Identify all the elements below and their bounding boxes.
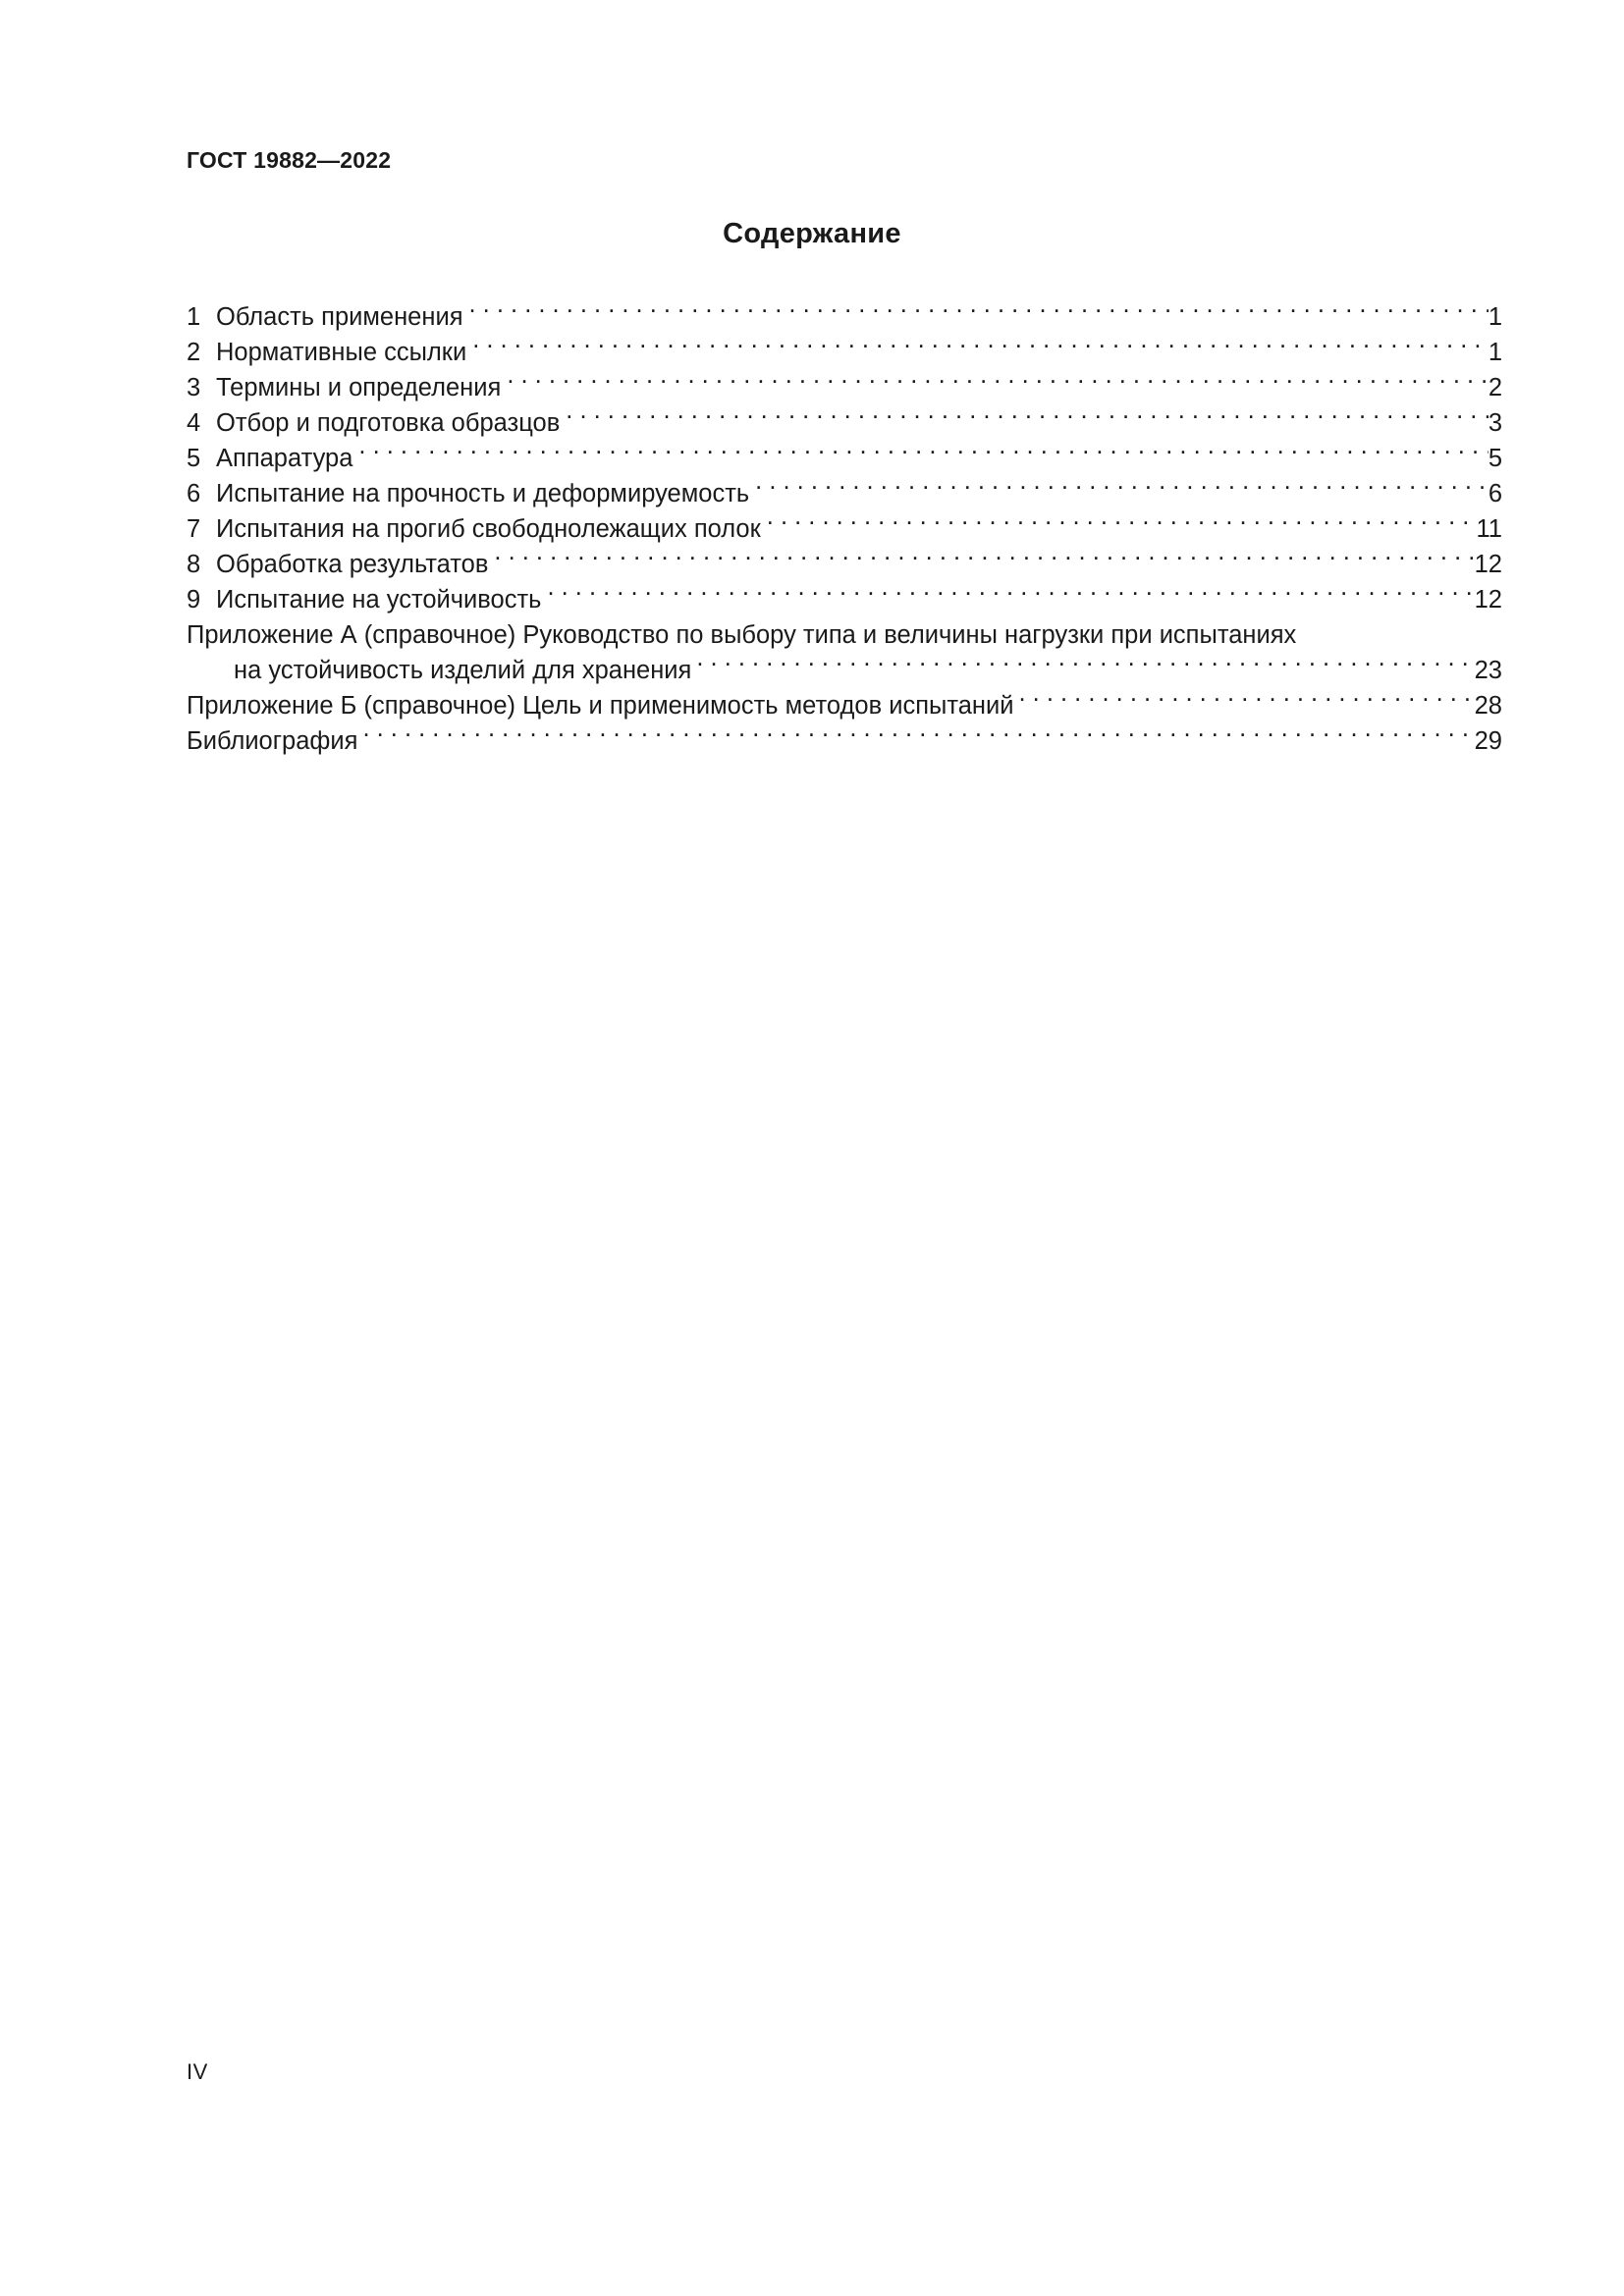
running-header: ГОСТ 19882—2022 — [187, 147, 392, 173]
dot-leader — [755, 466, 1489, 502]
dot-leader — [362, 714, 1474, 749]
toc-entry-page: 11 — [1476, 515, 1502, 543]
toc-entry-number: 8 — [187, 551, 201, 578]
toc-entry-bibliography[interactable] — [187, 714, 1502, 755]
toc-entry-label: Испытания на прогиб свободнолежащих полок — [216, 515, 761, 543]
dot-leader — [507, 360, 1489, 396]
dot-leader — [1018, 678, 1474, 714]
toc-entry-page: 1 — [1488, 303, 1502, 331]
toc-entry-label: Аппаратура — [216, 445, 353, 472]
dot-leader — [358, 431, 1488, 466]
toc-entry-label: Обработка результатов — [216, 551, 489, 578]
toc-entry-label: Термины и определения — [216, 374, 502, 401]
toc-entry-number: 6 — [187, 480, 201, 507]
toc-entry-page: 12 — [1474, 551, 1502, 578]
toc-entry-label: Область применения — [216, 303, 463, 331]
dot-leader — [472, 325, 1489, 360]
dot-leader — [696, 643, 1474, 678]
toc-entry-number: 4 — [187, 409, 201, 437]
toc-entry-number: 5 — [187, 445, 201, 472]
toc-entry[interactable] — [187, 290, 1502, 331]
toc-entry-label: Нормативные ссылки — [216, 339, 467, 366]
toc-entry-label: Библиография — [187, 727, 358, 755]
toc-entry-page: 28 — [1474, 692, 1502, 720]
dot-leader — [767, 502, 1477, 537]
toc-entry-page: 12 — [1474, 586, 1502, 614]
toc-entry[interactable] — [187, 466, 1502, 507]
dot-leader — [1301, 608, 1502, 643]
dot-leader — [566, 396, 1489, 431]
toc-entry-label: на устойчивость изделий для хранения — [234, 657, 692, 684]
toc-entry-page: 6 — [1488, 480, 1502, 507]
toc-entry-number: 7 — [187, 515, 201, 543]
toc-entry-number: 2 — [187, 339, 201, 366]
page-folio: IV — [187, 2059, 208, 2084]
toc-entry-number: 3 — [187, 374, 201, 401]
table-of-contents — [187, 290, 1502, 755]
dot-leader — [547, 572, 1474, 608]
toc-entry-number: 1 — [187, 303, 201, 331]
toc-entry-label: Приложение А (справочное) Руководство по выбору типа и величины нагрузки при испытаниях — [187, 621, 1297, 649]
dot-leader — [469, 290, 1489, 325]
toc-entry-page: 3 — [1488, 409, 1502, 437]
toc-entry-page: 2 — [1488, 374, 1502, 401]
toc-entry-label: Приложение Б (справочное) Цель и применимость методов испытаний — [187, 692, 1014, 720]
dot-leader — [494, 537, 1474, 572]
toc-entry-page: 1 — [1488, 339, 1502, 366]
toc-entry-label: Испытание на прочность и деформируемость — [216, 480, 750, 507]
toc-entry[interactable] — [187, 431, 1502, 472]
toc-entry-page: 5 — [1488, 445, 1502, 472]
toc-entry-label: Испытание на устойчивость — [216, 586, 542, 614]
page-title: Содержание — [723, 218, 901, 249]
toc-entry-page: 23 — [1474, 657, 1502, 684]
toc-entry-page: 29 — [1474, 727, 1502, 755]
toc-entry-number: 9 — [187, 586, 201, 614]
toc-entry-label: Отбор и подготовка образцов — [216, 409, 561, 437]
